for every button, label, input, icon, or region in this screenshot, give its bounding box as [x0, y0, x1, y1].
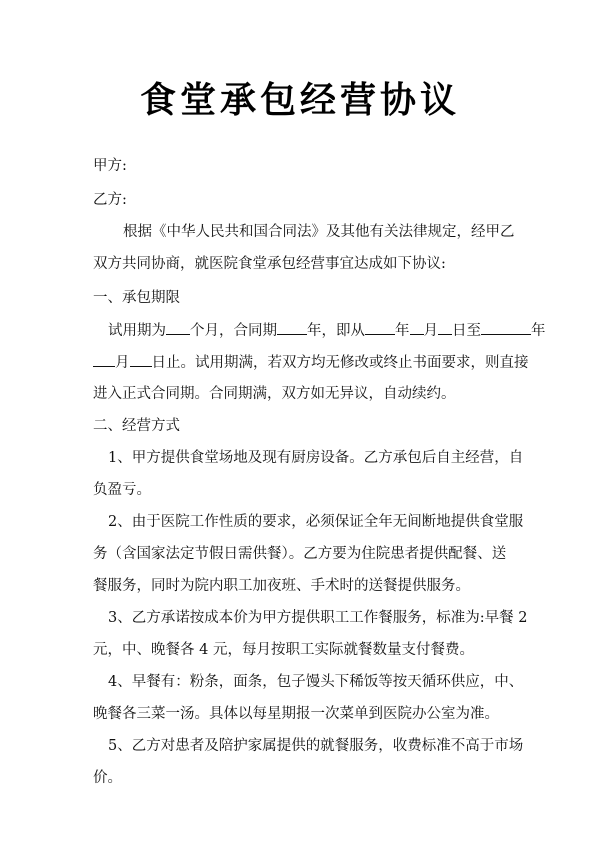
term-text: 日至 — [452, 323, 481, 339]
party-b-label: 乙方: — [93, 192, 127, 208]
section-1-heading: 一、承包期限 — [93, 290, 180, 306]
clause-1-line-2: 负盈亏。 — [93, 482, 151, 498]
party-a-label: 甲方: — [93, 158, 127, 174]
section-2-heading: 二、经营方式 — [93, 418, 180, 434]
clause-5-line-2: 价。 — [93, 770, 122, 786]
term-line-3: 进入正式合同期。合同期满，双方如无异议，自动续约。 — [93, 386, 456, 402]
intro-line-1: 根据《中华人民共和国合同法》及其他有关法律规定，经甲乙 — [123, 224, 515, 240]
term-line-2 — [93, 352, 529, 373]
clause-4-line-1: 4、早餐有：粉条，面条，包子馒头下稀饭等按天循环供应，中、 — [108, 674, 524, 690]
term-text: 月 — [115, 355, 130, 371]
term-text: 月 — [423, 323, 438, 339]
term-line-1 — [108, 320, 546, 341]
document-title: 食堂承包经营协议 — [139, 79, 460, 121]
clause-5-line-1: 5、乙方对患者及陪护家属提供的就餐服务，收费标准不高于市场 — [108, 738, 524, 754]
term-text: 个月，合同期 — [190, 323, 277, 339]
blank-end-month[interactable] — [93, 352, 115, 367]
blank-start-year[interactable] — [365, 320, 395, 335]
blank-trial-months[interactable] — [166, 320, 190, 335]
intro-line-2: 双方共同协商，就医院食堂承包经营事宜达成如下协议: — [93, 256, 446, 272]
clause-3-line-1: 3、乙方承诺按成本价为甲方提供职工工作餐服务，标准为:早餐 2 — [108, 610, 528, 626]
clause-1-line-1: 1、甲方提供食堂场地及现有厨房设备。乙方承包后自主经营，自 — [108, 450, 524, 466]
term-text: 年，即从 — [307, 323, 365, 339]
blank-start-day[interactable] — [438, 320, 452, 335]
blank-end-day[interactable] — [130, 352, 152, 367]
clause-3-line-2: 元，中、晚餐各 4 元，每月按职工实际就餐数量支付餐费。 — [93, 642, 474, 658]
term-text: 日止。试用期满，若双方均无修改或终止书面要求，则直接 — [151, 355, 529, 371]
clause-4-line-2: 晚餐各三菜一汤。具体以每星期报一次菜单到医院办公室为准。 — [93, 706, 499, 722]
term-text: 试用期为 — [108, 323, 166, 339]
blank-contract-years[interactable] — [277, 320, 307, 335]
term-text: 年 — [531, 323, 546, 339]
clause-2-line-2: 务（含国家法定节假日需供餐）。乙方要为住院患者提供配餐、送 — [93, 546, 507, 562]
blank-start-month[interactable] — [410, 320, 424, 335]
clause-2-line-3: 餐服务，同时为院内职工加夜班、手术时的送餐提供服务。 — [93, 578, 470, 594]
blank-end-year[interactable] — [481, 320, 531, 335]
term-text: 年 — [395, 323, 410, 339]
clause-2-line-1: 2、由于医院工作性质的要求，必须保证全年无间断地提供食堂服 — [108, 514, 524, 530]
